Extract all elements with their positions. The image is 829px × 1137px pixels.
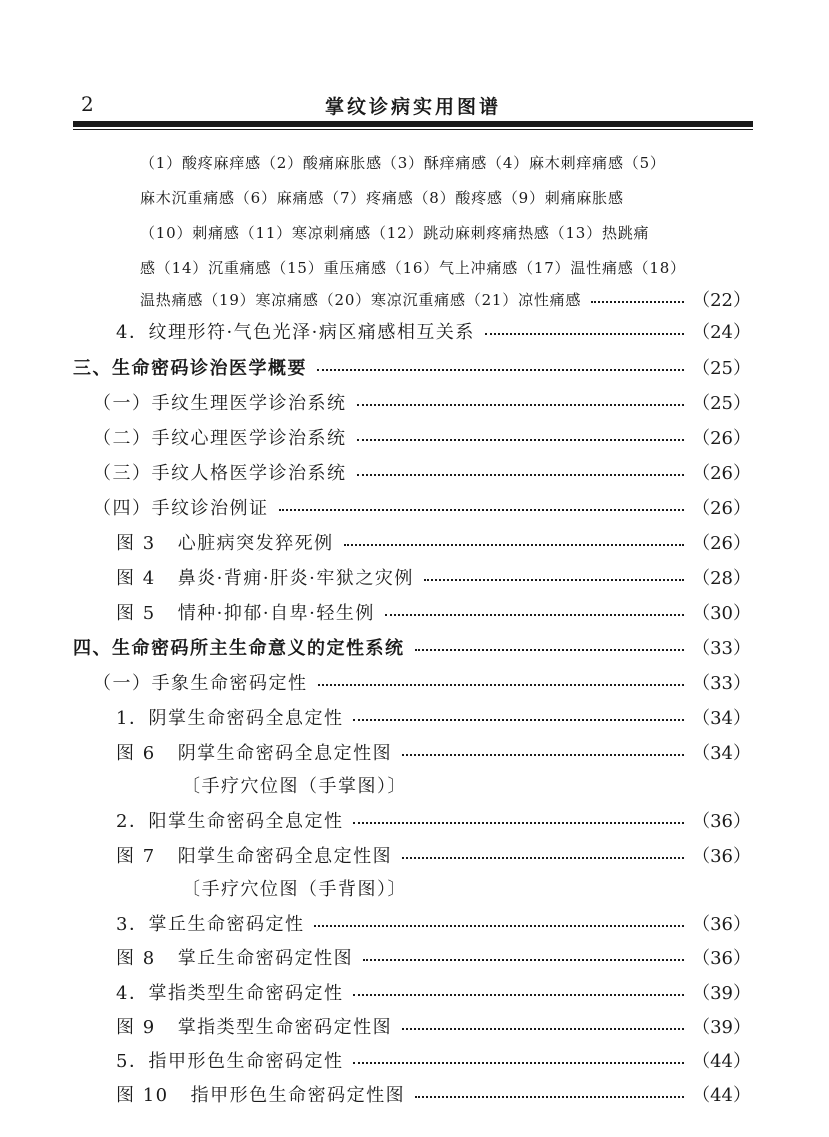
figure-title: 掌指类型生命密码定性图 xyxy=(177,1017,393,1038)
dot-leader xyxy=(317,369,684,371)
dot-leader xyxy=(415,649,685,651)
toc-entry[interactable] xyxy=(116,979,751,1005)
toc-figure-entry[interactable] xyxy=(116,599,751,625)
dot-leader xyxy=(353,994,684,996)
toc-label: 4．纹理形符·气色光泽·病区痛感相互关系 xyxy=(116,322,475,343)
toc-figure-entry[interactable] xyxy=(116,1081,751,1107)
dot-leader xyxy=(357,474,685,476)
toc-page: （25） xyxy=(692,358,751,379)
toc-page: （22） xyxy=(692,290,751,311)
figure-title: 掌丘生命密码定性图 xyxy=(177,948,354,969)
dot-leader xyxy=(357,439,685,441)
toc-label xyxy=(116,599,375,625)
toc-label: （一）手纹生理医学诊治系统 xyxy=(93,393,347,414)
figure-title: 情种·抑郁·自卑·轻生例 xyxy=(177,603,375,624)
toc-entry[interactable] xyxy=(116,318,751,344)
toc-label xyxy=(116,944,353,970)
toc-page: （24） xyxy=(692,322,751,343)
toc-page: （36） xyxy=(692,811,751,832)
toc-page: （36） xyxy=(692,914,751,935)
toc-page: （39） xyxy=(692,1017,751,1038)
toc-page: （28） xyxy=(692,568,751,589)
figure-number: 图 4 xyxy=(116,568,156,589)
toc-entry[interactable] xyxy=(93,424,751,450)
continuation-line: （10）刺痛感（11）寒凉刺痛感（12）跳动麻刺疼痛热感（13）热跳痛 xyxy=(140,224,650,242)
toc-figure-entry[interactable] xyxy=(116,564,751,590)
dot-leader xyxy=(415,1096,684,1098)
toc-label: 温热痛感（19）寒凉痛感（20）寒凉沉重痛感（21）凉性痛感 xyxy=(140,290,582,309)
toc-page: （36） xyxy=(692,846,751,867)
dot-leader xyxy=(353,1062,684,1064)
dot-leader xyxy=(353,719,684,721)
toc-page: （30） xyxy=(692,603,751,624)
toc-label xyxy=(116,564,414,590)
dot-leader xyxy=(385,614,684,616)
running-title: 掌纹诊病实用图谱 xyxy=(324,96,501,118)
toc-page: （26） xyxy=(692,428,751,449)
toc-label xyxy=(116,842,392,868)
toc-entry[interactable] xyxy=(116,1047,751,1073)
toc-section-heading[interactable] xyxy=(73,354,751,380)
toc-page: （44） xyxy=(692,1051,751,1072)
toc-label: 3．掌丘生命密码定性 xyxy=(116,914,305,935)
dot-leader xyxy=(363,959,684,961)
toc-entry[interactable] xyxy=(93,494,751,520)
toc-page: （26） xyxy=(692,463,751,484)
dot-leader xyxy=(344,544,684,546)
toc-label xyxy=(116,1013,392,1039)
page-header xyxy=(73,92,753,120)
toc-page: （33） xyxy=(692,673,751,694)
toc-label: 三、生命密码诊治医学概要 xyxy=(73,358,307,379)
toc-figure-entry[interactable] xyxy=(116,944,751,970)
toc-label: （一）手象生命密码定性 xyxy=(93,673,308,694)
toc-label: 4．掌指类型生命密码定性 xyxy=(116,983,344,1004)
figure-number: 图 3 xyxy=(116,533,156,554)
dot-leader xyxy=(485,333,684,335)
dot-leader xyxy=(318,684,685,686)
figure-number: 图 9 xyxy=(116,1017,156,1038)
dot-leader xyxy=(402,754,684,756)
toc-entry[interactable] xyxy=(93,459,751,485)
toc-label: （二）手纹心理医学诊治系统 xyxy=(93,428,347,449)
toc-figure-entry[interactable] xyxy=(116,842,751,868)
dot-leader xyxy=(402,857,684,859)
continuation-line: 麻木沉重痛感（6）麻痛感（7）疼痛感（8）酸疼感（9）刺痛麻胀感 xyxy=(140,189,624,207)
toc-entry[interactable] xyxy=(116,807,751,833)
toc-label: （三）手纹人格医学诊治系统 xyxy=(93,463,347,484)
continuation-line: （1）酸疼麻痒感（2）酸痛麻胀感（3）酥痒痛感（4）麻木刺痒痛感（5） xyxy=(140,154,666,172)
toc-page: （33） xyxy=(692,638,751,659)
toc-figure-entry[interactable] xyxy=(116,1013,751,1039)
figure-title: 心脏病突发猝死例 xyxy=(177,533,334,554)
figure-subtitle: 〔手疗穴位图（手掌图）〕 xyxy=(182,776,407,797)
toc-entry[interactable] xyxy=(116,704,751,730)
toc-section-heading[interactable] xyxy=(73,634,751,660)
toc-entry[interactable] xyxy=(140,286,751,312)
toc-label xyxy=(116,529,334,555)
toc-page: （34） xyxy=(692,708,751,729)
toc-label: （四）手纹诊治例证 xyxy=(93,498,269,519)
toc-label: 5．指甲形色生命密码定性 xyxy=(116,1051,344,1072)
toc-page: （25） xyxy=(692,393,751,414)
toc-entry[interactable] xyxy=(93,669,751,695)
figure-number: 图 6 xyxy=(116,743,156,764)
header-rule-thin xyxy=(73,129,753,130)
toc-entry[interactable] xyxy=(116,910,751,936)
dot-leader xyxy=(402,1028,684,1030)
dot-leader xyxy=(424,579,684,581)
figure-number: 图 5 xyxy=(116,603,156,624)
toc-page: （34） xyxy=(692,743,751,764)
toc-page: （26） xyxy=(692,533,751,554)
continuation-line: 感（14）沉重痛感（15）重压痛感（16）气上冲痛感（17）温性痛感（18） xyxy=(140,259,686,277)
figure-title: 阴掌生命密码全息定性图 xyxy=(177,743,393,764)
dot-leader xyxy=(591,301,684,303)
toc-page: （26） xyxy=(692,498,751,519)
figure-title: 指甲形色生命密码定性图 xyxy=(190,1085,406,1106)
toc-page: （44） xyxy=(692,1085,751,1106)
figure-title: 阳掌生命密码全息定性图 xyxy=(177,846,393,867)
header-rule-thick xyxy=(73,121,753,127)
page-number: 2 xyxy=(81,92,94,116)
dot-leader xyxy=(353,822,684,824)
dot-leader xyxy=(279,509,685,511)
toc-figure-entry[interactable] xyxy=(116,529,751,555)
figure-number: 图 10 xyxy=(116,1085,169,1106)
figure-number: 图 8 xyxy=(116,948,156,969)
dot-leader xyxy=(314,925,684,927)
toc-page: （36） xyxy=(692,948,751,969)
figure-subtitle: 〔手疗穴位图（手背图）〕 xyxy=(182,879,407,900)
toc-label: 2．阳掌生命密码全息定性 xyxy=(116,811,344,832)
toc-entry[interactable] xyxy=(93,389,751,415)
toc-label xyxy=(116,1081,405,1107)
figure-title: 鼻炎·背痈·肝炎·牢狱之灾例 xyxy=(177,568,414,589)
toc-label: 四、生命密码所主生命意义的定性系统 xyxy=(73,638,405,659)
toc-figure-entry[interactable] xyxy=(116,739,751,765)
toc-page: （39） xyxy=(692,983,751,1004)
toc-label: 1．阴掌生命密码全息定性 xyxy=(116,708,344,729)
toc-label xyxy=(116,739,392,765)
dot-leader xyxy=(357,404,685,406)
figure-number: 图 7 xyxy=(116,846,156,867)
